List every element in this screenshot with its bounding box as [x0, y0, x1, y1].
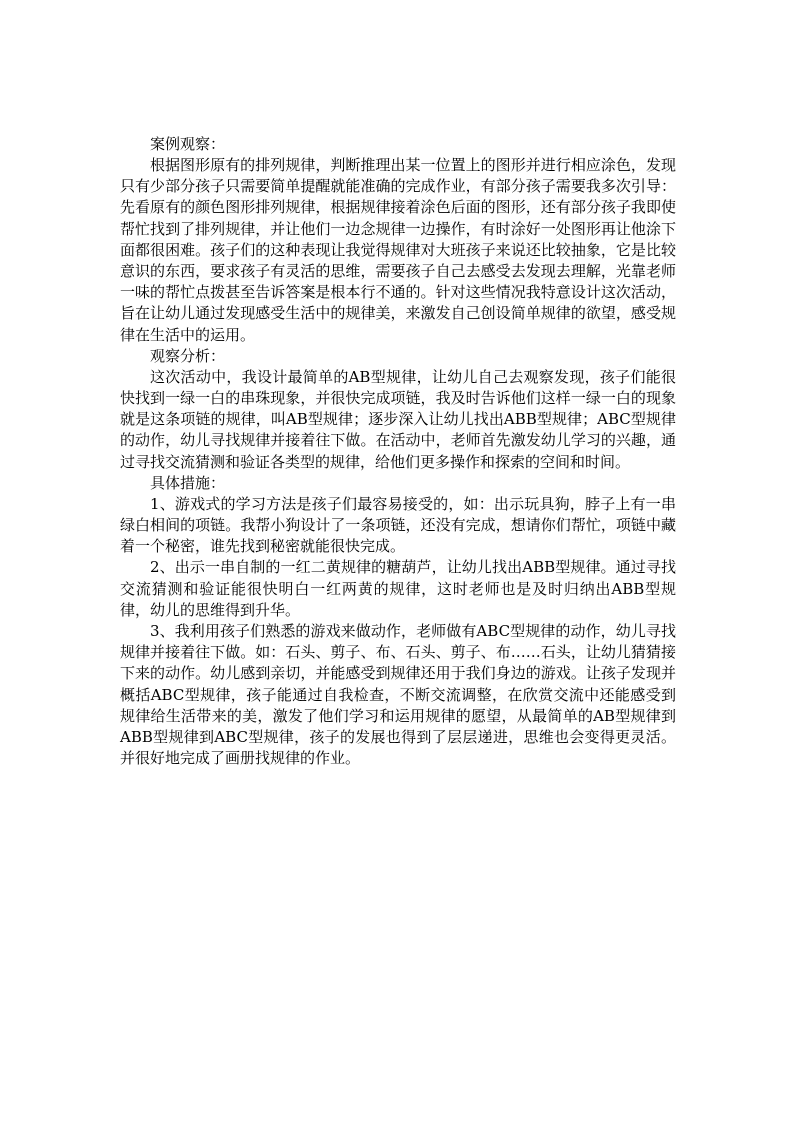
paragraph: 3、我利用孩子们熟悉的游戏来做动作，老师做有ABC型规律的动作，幼儿寻找规律并接着往下做。如：石头、剪子、布、石头、剪子、布……石头，让幼儿猜猜接下来的动作。幼儿感到亲切，并能感受到规律还用于我们身边的游戏。让孩子发现并概括ABC型规律，孩子能通过自我检查，不断交流调整，在欣赏交流中还能感受到规律给生活带来的美，激发了他们学习和运用规律的愿望，从最简单的AB型规律到ABB型规律到ABC型规律，孩子的发展也得到了层层递进，思维也会变得更灵活。并很好地完成了画册找规律的作业。 [120, 622, 676, 768]
document-body [120, 134, 676, 769]
section-heading: 案例观察： [150, 135, 226, 153]
paragraph: 1、游戏式的学习方法是孩子们最容易接受的，如：出示玩具狗，脖子上有一串绿白相间的项链。我帮小狗设计了一条项链，还没有完成，想请你们帮忙，项链中藏着一个秘密，谁先找到秘密就能很快完成。 [120, 494, 676, 556]
section-observation [120, 134, 676, 346]
section-heading: 观察分析： [150, 346, 226, 365]
paragraph: 这次活动中，我设计最简单的AB型规律，让幼儿自己去观察发现，孩子们能很快找到一绿一白的串珠现象，并很快完成项链，我及时告诉他们这样一绿一白的现象就是这条项链的规律，叫AB型规律；逐步深入让幼儿找出ABB型规律；ABC型规律的动作，幼儿寻找规律并接着往下做。在活动中，老师首先激发幼儿学习的兴趣，通过寻找交流猜测和验证各类型的规律，给他们更多操作和探索的空间和时间。 [120, 367, 676, 471]
section-analysis [120, 346, 676, 473]
paragraph: 根据图形原有的排列规律，判断推理出某一位置上的图形并进行相应涂色，发现只有少部分孩子只需要简单提醒就能准确的完成作业，有部分孩子需要我多次引导：先看原有的颜色图形排列规律，根据规律接着涂色后面的图形，还有部分孩子我即使帮忙找到了排列规律，并让他们一边念规律一边操作，有时涂好一处图形再让他涂下面都很困难。孩子们的这种表现让我觉得规律对大班孩子来说还比较抽象，它是比较意识的东西，要求孩子有灵活的思维，需要孩子自己去感受去发现去理解，光靠老师一味的帮忙点拨甚至告诉答案是根本行不通的。针对这些情况我特意设计这次活动，旨在让幼儿通过发现感受生活中的规律美，来激发自己创设简单规律的欲望，感受规律在生活中的运用。 [120, 156, 676, 344]
section-measures [120, 473, 676, 770]
paragraph: 2、出示一串自制的一红二黄规律的糖葫芦，让幼儿找出ABB型规律。通过寻找交流猜测和验证能很快明白一红两黄的规律，这时老师也是及时归纳出ABB型规律，幼儿的思维得到升华。 [120, 558, 676, 619]
section-heading: 具体措施： [150, 473, 226, 492]
